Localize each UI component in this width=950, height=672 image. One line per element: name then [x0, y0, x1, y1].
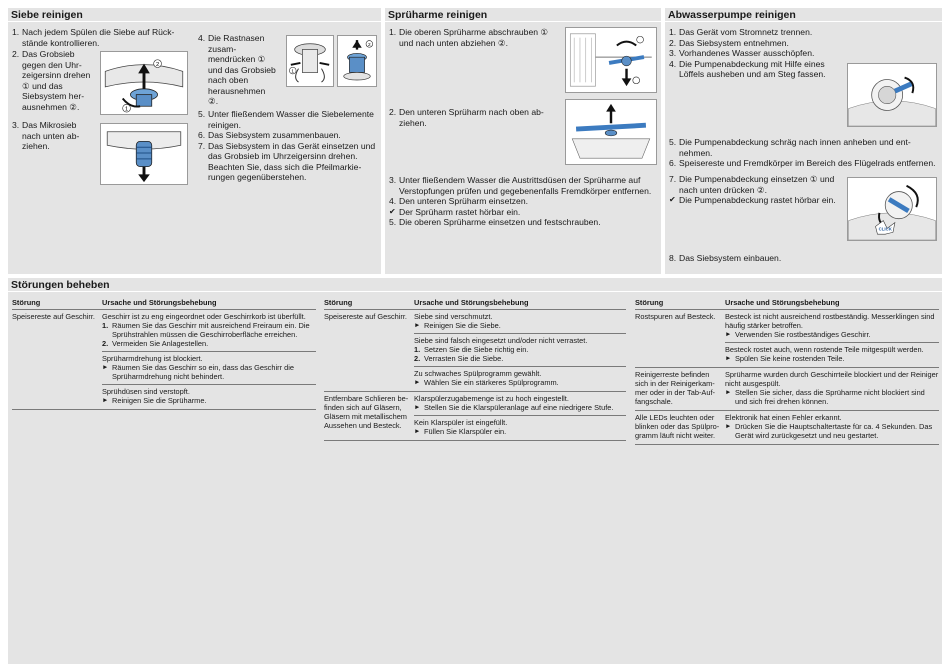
- step-text: Unter fließendem Wasser die Austrittsdüsen der Sprüharme auf Verstopfungen prüfen und gegebenenfalls Fremdkörper entfernen.: [399, 175, 652, 196]
- step: [389, 107, 561, 128]
- step-text: Der Sprüharm rastet hörbar ein.: [399, 206, 521, 217]
- pumpe-body: [665, 23, 942, 274]
- remedy: [414, 345, 626, 354]
- step-text: Das Grobsieb gegen den Uhrzeigersinn drehen ① und das Siebsystem herausnehmen ②.: [22, 49, 91, 112]
- step-number: 1.: [389, 27, 397, 37]
- remedy: [725, 330, 939, 339]
- remedy: [102, 321, 316, 339]
- problem-cell: Speisereste auf Geschirr.: [12, 312, 95, 321]
- step: [669, 137, 939, 158]
- cause-block: [725, 413, 939, 443]
- remedy: [725, 354, 939, 363]
- problem-cell: Entfernbare Schlieren befinden sich auf Gläsern, Gläsern mit metallischem Aussehen und Besteck.: [324, 394, 409, 430]
- step-number: 4.: [669, 58, 677, 69]
- step-list: [12, 120, 96, 152]
- step-number: 3.: [669, 48, 677, 58]
- cause-text: Besteck ist nicht ausreichend rostbeständig. Messerklingen sind häufig stärker betroffen.: [725, 312, 935, 330]
- cause-block: [102, 351, 316, 384]
- table-row: [324, 310, 626, 392]
- table-row: [12, 310, 316, 410]
- step-number: 1.: [669, 27, 677, 37]
- callout-2: 2: [368, 42, 371, 48]
- remedy-text: Wählen Sie ein stärkeres Spülprogramm.: [424, 378, 559, 387]
- abwasserpumpe-reinigen-panel: [665, 8, 942, 274]
- cause-block: [725, 342, 939, 366]
- remedy-number: 2.: [414, 354, 421, 363]
- upper-spray-arm-illustration: [565, 27, 657, 93]
- step-text: Die Pumpenabdeckung einsetzen ① und nach unten drücken ②.: [679, 174, 835, 195]
- remedy-number: 1.: [414, 345, 421, 354]
- step-number: 7.: [669, 174, 677, 184]
- problem-cell: Reinigerreste befinden sich in der Reinigerkammer oder in der Tab-Auffangschale.: [635, 370, 715, 406]
- step-number: 2.: [12, 49, 20, 59]
- cause-block: [414, 312, 626, 333]
- step: [198, 33, 276, 107]
- remedy: [414, 378, 626, 387]
- cause-block: [102, 312, 316, 351]
- table-header: [324, 296, 626, 310]
- step-text: Das Siebsystem zusammenbauen.: [208, 130, 341, 140]
- step: [389, 196, 657, 207]
- cause-text: Siebe sind falsch eingesetzt und/oder nicht verrastet.: [414, 336, 588, 345]
- remedy-text: Räumen Sie das Geschirr so ein, dass das Geschirr die Sprüharmdrehung nicht behindert.: [112, 363, 294, 381]
- step-text: Das Mikrosieb nach unten abziehen.: [22, 120, 80, 151]
- remedy-text: Räumen Sie das Geschirr mit ausreichend Freiraum ein. Die Sprühstrahlen müssen die Geschirroberfläche erreichen.: [112, 321, 310, 339]
- step-text: Speisereste und Fremdkörper im Bereich des Flügelrads entfernen.: [679, 158, 936, 168]
- step-result: [389, 207, 657, 218]
- cause-block: [725, 370, 939, 409]
- cause-text: Besteck rostet auch, wenn rostende Teile mitgespült werden.: [725, 345, 924, 354]
- cause-cell: [414, 394, 626, 439]
- step-text: Die oberen Sprüharme einsetzen und festschrauben.: [399, 217, 601, 227]
- remedy-number: 2.: [102, 339, 109, 348]
- step-list: [389, 27, 561, 48]
- step: [389, 217, 657, 228]
- remedy-text: Setzen Sie die Siebe richtig ein.: [424, 345, 529, 354]
- remedy-number: 1.: [102, 321, 109, 330]
- header-ursache: Ursache und Störungsbehebung: [102, 298, 217, 307]
- step-list: [669, 253, 939, 264]
- cause-text: Elektronik hat einen Fehler erkannt.: [725, 413, 842, 422]
- troubleshooting-table: [635, 296, 939, 445]
- table-header: [12, 296, 316, 310]
- step-text: Die Rastnasen zusammendrücken ① und das Grobsieb nach oben herausnehmen ②.: [208, 33, 276, 106]
- step: [198, 130, 378, 141]
- header-ursache: Ursache und Störungsbehebung: [414, 298, 529, 307]
- cause-text: Zu schwaches Spülprogramm gewählt.: [414, 369, 542, 378]
- step-list: [389, 175, 657, 228]
- coarse-filter-illustration: [100, 51, 188, 115]
- remedy-text: Stellen Sie sicher, dass die Sprüharme nicht blockiert sind und sich frei drehen können.: [735, 388, 925, 406]
- remedy: [414, 427, 626, 436]
- step-number: 5.: [198, 109, 206, 119]
- step-note: [198, 162, 378, 183]
- cause-block: [414, 394, 626, 415]
- spruharme-reinigen-panel: [385, 8, 661, 274]
- troubleshooting-table: [324, 296, 626, 441]
- pump-spoon-icon: [848, 64, 936, 126]
- step-number: 4.: [198, 33, 206, 43]
- step-text: Den unteren Sprüharm einsetzen.: [399, 196, 528, 206]
- step: [669, 48, 847, 59]
- latch-press-illustration: [286, 35, 334, 87]
- cause-cell: [725, 312, 939, 366]
- cause-cell: [102, 312, 316, 408]
- remedy: [102, 396, 316, 405]
- remedy-text: Verwenden Sie rostbeständiges Geschirr.: [735, 330, 871, 339]
- step: [669, 174, 839, 195]
- section-heading: Abwasserpumpe reinigen: [665, 8, 942, 22]
- step-number: 5.: [389, 217, 397, 227]
- problem-cell: Speisereste auf Geschirr.: [324, 312, 407, 321]
- step: [12, 49, 96, 112]
- pump-click-icon: [848, 178, 936, 240]
- step-number: 6.: [669, 158, 677, 168]
- cause-text: Sprüharmdrehung ist blockiert.: [102, 354, 203, 363]
- header-ursache: Ursache und Störungsbehebung: [725, 298, 840, 307]
- cause-block: [414, 333, 626, 366]
- step-list: [198, 109, 378, 183]
- cause-cell: [725, 413, 939, 443]
- cause-block: [414, 415, 626, 439]
- remedy-text: Füllen Sie Klarspüler ein.: [424, 427, 507, 436]
- section-heading: Störungen beheben: [8, 278, 942, 292]
- step-text: Das Siebsystem entnehmen.: [679, 37, 789, 48]
- remedy-text: Verrasten Sie die Siebe.: [424, 354, 504, 363]
- remedy: [414, 403, 626, 412]
- siebe-reinigen-panel: [8, 8, 381, 274]
- step-text: Die Pumpenabdeckung rastet hörbar ein.: [679, 195, 836, 205]
- pump-cover-insert-illustration: [847, 177, 937, 241]
- step-list: [12, 49, 96, 112]
- problem-cell: Alle LEDs leuchten oder blinken oder das Spülprogramm läuft nicht weiter.: [635, 413, 720, 440]
- spruh-body: [385, 23, 661, 274]
- step-list: [669, 174, 839, 206]
- step-number: 8.: [669, 253, 677, 263]
- arrow-icon: ►: [725, 355, 732, 362]
- remedy-text: Reinigen Sie die Sprüharme.: [112, 396, 207, 405]
- step: [669, 158, 939, 169]
- cause-text: Klarspülerzugabemenge ist zu hoch eingestellt.: [414, 394, 569, 403]
- filter-turn-icon: [101, 52, 187, 114]
- step-list: [12, 27, 192, 48]
- problem-cell: Rostspuren auf Besteck.: [635, 312, 716, 321]
- remedy: [725, 388, 939, 406]
- step-text: Nach jedem Spülen die Siebe auf Rückstände kontrollieren.: [22, 27, 175, 48]
- step: [389, 27, 561, 48]
- step-text: Das Gerät vom Stromnetz trennen.: [679, 27, 813, 37]
- step-text: Beachten Sie, dass sich die Pfeilmarkierungen gegenüberstehen.: [208, 161, 362, 182]
- step-list: [669, 137, 939, 169]
- cause-cell: [414, 312, 626, 390]
- step-number: 3.: [389, 175, 397, 185]
- siebe-body: [8, 23, 381, 274]
- cause-block: [414, 366, 626, 390]
- cause-block: [725, 312, 939, 342]
- step-number: 3.: [12, 120, 20, 130]
- filter-pull-icon: [101, 124, 187, 184]
- cause-text: Kein Klarspüler ist eingefüllt.: [414, 418, 508, 427]
- step: [669, 59, 847, 80]
- cause-text: Sprühdüsen sind verstopft.: [102, 387, 190, 396]
- step-result: [669, 195, 839, 206]
- check-icon: ✔: [389, 206, 396, 216]
- cause-text: Siebe sind verschmutzt.: [414, 312, 493, 321]
- arrow-icon: ►: [414, 404, 421, 411]
- remedy: [102, 339, 316, 348]
- step-number: 1.: [12, 27, 20, 37]
- step-number: 6.: [198, 130, 206, 140]
- remedy: [414, 321, 626, 330]
- cause-block: [102, 384, 316, 408]
- step-list: [389, 107, 561, 128]
- step: [669, 253, 939, 264]
- remedy-text: Drücken Sie die Hauptschaltertaste für ca. 4 Sekunden. Das Gerät wird zurückgesetzt und neu gestartet.: [735, 422, 933, 440]
- latch-press-icon: [287, 36, 333, 86]
- arrow-icon: ►: [414, 428, 421, 435]
- coarse-filter-lift-illustration: [337, 35, 377, 87]
- step-text: Die oberen Sprüharme abschrauben ① und nach unten abziehen ②.: [399, 27, 549, 48]
- remedy-text: Stellen Sie die Klarspüleranlage auf eine niedrigere Stufe.: [424, 403, 614, 412]
- step: [12, 27, 192, 48]
- callout-1: 1: [291, 69, 295, 75]
- step-text: Vorhandenes Wasser ausschöpfen.: [679, 48, 815, 58]
- remedy: [725, 422, 939, 440]
- table-header: [635, 296, 939, 310]
- arrow-icon: ►: [414, 379, 421, 386]
- section-heading: Siebe reinigen: [8, 8, 381, 22]
- click-label: CLICK: [878, 226, 892, 232]
- remedy-text: Reinigen Sie die Siebe.: [424, 321, 501, 330]
- filter-lift-icon: [338, 36, 376, 86]
- step-number: 2.: [389, 107, 397, 117]
- step-number: 5.: [669, 137, 677, 147]
- step-text: Das Siebsystem einbauen.: [679, 253, 782, 263]
- table-row: [324, 392, 626, 441]
- header-stoerung: Störung: [635, 298, 664, 307]
- arrow-icon: ►: [725, 389, 732, 396]
- step-number-spacer: [198, 162, 208, 183]
- step: [198, 141, 378, 162]
- step-list: [198, 33, 276, 107]
- step-number: 7.: [198, 140, 206, 151]
- troubleshooting-table: [12, 296, 316, 410]
- stoerungen-beheben-panel: [8, 278, 942, 664]
- header-stoerung: Störung: [324, 298, 353, 307]
- step-text: Das Siebsystem in das Gerät einsetzen und das Grobsieb im Uhrzeigersinn drehen.: [208, 140, 376, 161]
- arrow-icon: ►: [102, 364, 109, 371]
- pump-cover-lift-illustration: [847, 63, 937, 127]
- header-stoerung: Störung: [12, 298, 41, 307]
- callout-2: 2: [155, 62, 160, 69]
- arrow-icon: ►: [414, 322, 421, 329]
- table-row: [635, 310, 939, 368]
- remedy-text: Spülen Sie keine rostenden Teile.: [735, 354, 845, 363]
- table-row: [635, 368, 939, 411]
- spray-arm-lift-icon: [566, 100, 656, 164]
- step: [198, 109, 378, 130]
- step: [12, 120, 96, 152]
- remedy-text: Vermeiden Sie Anlagestellen.: [112, 339, 209, 348]
- table-row: [635, 411, 939, 445]
- cause-cell: [725, 370, 939, 409]
- cause-text: Geschirr ist zu eng eingeordnet oder Geschirrkorb ist überfüllt.: [102, 312, 306, 321]
- remedy: [414, 354, 626, 363]
- cause-text: Sprüharme wurden durch Geschirrteile blockiert und der Reiniger nicht ausgespült.: [725, 370, 939, 388]
- step-text: Unter fließendem Wasser die Siebelemente reinigen.: [208, 109, 374, 130]
- section-heading: Sprüharme reinigen: [385, 8, 661, 22]
- remedy: [102, 363, 316, 381]
- check-icon: ✔: [669, 195, 676, 204]
- spray-arm-unscrew-icon: [566, 28, 656, 92]
- step: [669, 27, 847, 38]
- step-list: [669, 27, 847, 80]
- step-text: Den unteren Sprüharm nach oben abziehen.: [399, 107, 544, 128]
- step-number: 4.: [389, 196, 397, 206]
- step: [389, 175, 657, 196]
- arrow-icon: ►: [725, 331, 732, 338]
- callout-1: 1: [124, 106, 129, 113]
- arrow-icon: ►: [725, 423, 732, 430]
- lower-spray-arm-illustration: [565, 99, 657, 165]
- step-text: Die Pumpenabdeckung mit Hilfe eines Löffels ausheben und am Steg fassen.: [679, 58, 826, 79]
- step: [669, 38, 847, 49]
- step-number: 2.: [669, 37, 677, 48]
- micro-filter-illustration: [100, 123, 188, 185]
- arrow-icon: ►: [102, 397, 109, 404]
- step-text: Die Pumpenabdeckung schräg nach innen anheben und entnehmen.: [679, 137, 911, 158]
